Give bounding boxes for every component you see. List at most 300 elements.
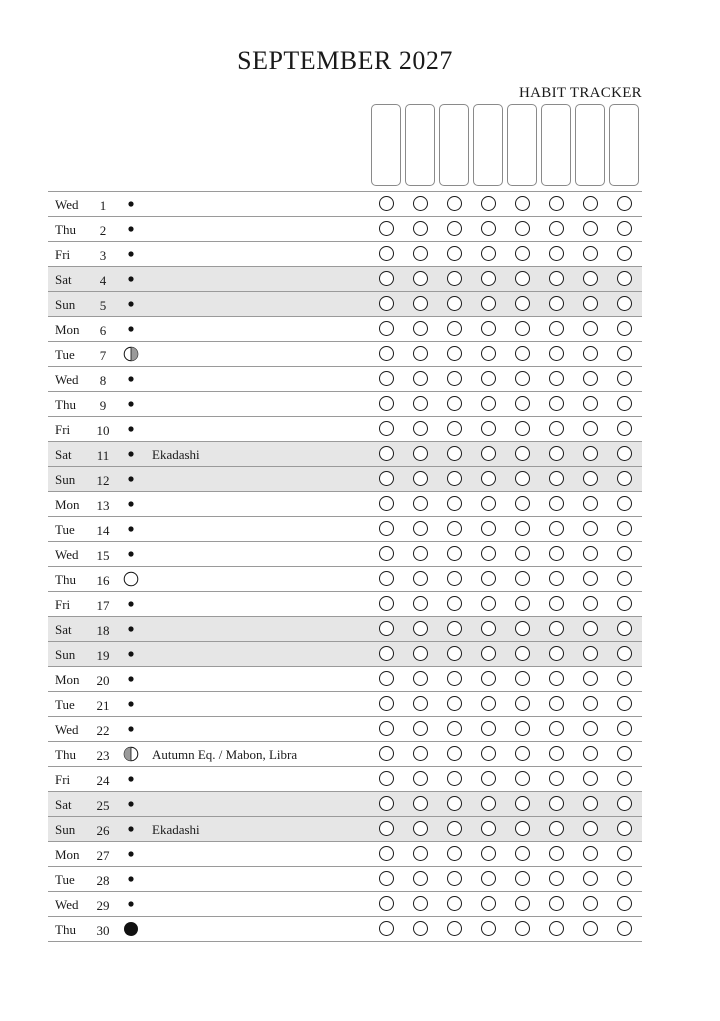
habit-checkbox[interactable] [481, 721, 496, 736]
habit-checkbox[interactable] [447, 696, 462, 711]
habit-checkbox[interactable] [379, 721, 394, 736]
habit-checkbox[interactable] [549, 871, 564, 886]
habit-checkbox[interactable] [617, 346, 632, 361]
habit-checkbox[interactable] [379, 746, 394, 761]
habit-checkbox[interactable] [481, 471, 496, 486]
habit-checkbox[interactable] [515, 596, 530, 611]
habit-checkbox[interactable] [413, 696, 428, 711]
habit-checkbox[interactable] [549, 596, 564, 611]
day-row [48, 567, 642, 592]
habit-checkbox[interactable] [515, 646, 530, 661]
habit-name-box-2[interactable] [405, 104, 435, 186]
habit-checkbox[interactable] [379, 321, 394, 336]
habit-checkbox[interactable] [583, 271, 598, 286]
habit-name-box-3[interactable] [439, 104, 469, 186]
habit-checkbox[interactable] [481, 246, 496, 261]
day-number: 27 [96, 848, 110, 863]
habit-checkbox[interactable] [617, 496, 632, 511]
habit-checkbox[interactable] [617, 546, 632, 561]
habit-checkbox[interactable] [515, 921, 530, 936]
habit-checkbox[interactable] [413, 421, 428, 436]
habit-checkbox[interactable] [549, 646, 564, 661]
moon-dot-icon [123, 396, 139, 412]
day-number: 1 [99, 198, 107, 213]
habit-checkbox[interactable] [583, 571, 598, 586]
habit-checkbox[interactable] [583, 521, 598, 536]
habit-checkbox[interactable] [515, 746, 530, 761]
habit-checkbox[interactable] [447, 821, 462, 836]
habit-checkbox[interactable] [583, 921, 598, 936]
day-of-week: Wed [55, 722, 79, 737]
habit-checkbox[interactable] [379, 896, 394, 911]
habit-checkbox[interactable] [583, 346, 598, 361]
habit-checkbox[interactable] [515, 346, 530, 361]
habit-checkbox[interactable] [413, 846, 428, 861]
habit-checkbox[interactable] [379, 921, 394, 936]
first-quarter-moon-icon [123, 346, 139, 362]
day-of-week: Mon [55, 497, 80, 512]
day-of-week: Thu [55, 397, 76, 412]
day-row [48, 867, 642, 892]
moon-dot-icon [123, 696, 139, 712]
day-row [48, 667, 642, 692]
habit-checkbox[interactable] [379, 346, 394, 361]
day-event: Ekadashi [152, 822, 200, 837]
habit-checkbox[interactable] [481, 371, 496, 386]
habit-checkbox[interactable] [447, 296, 462, 311]
habit-checkbox[interactable] [413, 896, 428, 911]
habit-checkbox[interactable] [447, 671, 462, 686]
habit-name-box-8[interactable] [609, 104, 639, 186]
habit-checkbox[interactable] [515, 896, 530, 911]
habit-checkbox[interactable] [379, 221, 394, 236]
habit-checkbox[interactable] [447, 496, 462, 511]
habit-checkbox[interactable] [515, 396, 530, 411]
habit-checkbox[interactable] [617, 521, 632, 536]
habit-checkbox[interactable] [583, 846, 598, 861]
habit-checkbox[interactable] [583, 821, 598, 836]
day-of-week: Tue [55, 522, 75, 537]
habit-checkbox[interactable] [617, 271, 632, 286]
habit-checkbox[interactable] [617, 421, 632, 436]
habit-checkbox[interactable] [515, 196, 530, 211]
habit-checkbox[interactable] [583, 221, 598, 236]
habit-checkbox[interactable] [583, 796, 598, 811]
habit-checkbox[interactable] [379, 371, 394, 386]
habit-checkbox[interactable] [481, 896, 496, 911]
habit-checkbox[interactable] [617, 671, 632, 686]
habit-checkbox[interactable] [617, 846, 632, 861]
habit-checkbox[interactable] [447, 546, 462, 561]
habit-checkbox[interactable] [447, 421, 462, 436]
habit-checkbox[interactable] [447, 221, 462, 236]
habit-checkbox[interactable] [379, 546, 394, 561]
habit-checkbox[interactable] [413, 471, 428, 486]
habit-checkbox[interactable] [413, 221, 428, 236]
habit-checkbox[interactable] [481, 921, 496, 936]
habit-checkbox[interactable] [583, 871, 598, 886]
habit-checkbox[interactable] [515, 671, 530, 686]
habit-checkbox[interactable] [413, 246, 428, 261]
habit-checkbox[interactable] [515, 421, 530, 436]
habit-checkbox[interactable] [583, 596, 598, 611]
day-number: 17 [96, 598, 110, 613]
habit-checkbox[interactable] [617, 921, 632, 936]
habit-checkbox[interactable] [617, 396, 632, 411]
habit-checkbox[interactable] [447, 396, 462, 411]
habit-checkbox[interactable] [481, 746, 496, 761]
habit-checkbox[interactable] [515, 446, 530, 461]
day-of-week: Wed [55, 197, 79, 212]
habit-checkbox[interactable] [617, 571, 632, 586]
day-of-week: Fri [55, 597, 71, 612]
habit-checkbox[interactable] [481, 321, 496, 336]
day-number: 9 [99, 398, 107, 413]
habit-checkbox[interactable] [413, 771, 428, 786]
habit-checkbox[interactable] [481, 621, 496, 636]
habit-checkbox[interactable] [447, 771, 462, 786]
day-row [48, 242, 642, 267]
habit-checkbox[interactable] [583, 421, 598, 436]
habit-checkbox[interactable] [379, 846, 394, 861]
habit-checkbox[interactable] [481, 671, 496, 686]
habit-checkbox[interactable] [617, 371, 632, 386]
day-row [48, 317, 642, 342]
day-of-week: Sun [55, 647, 76, 662]
habit-checkbox[interactable] [413, 546, 428, 561]
habit-checkbox[interactable] [379, 571, 394, 586]
day-number: 23 [96, 748, 110, 763]
day-row [48, 467, 642, 492]
habit-checkbox[interactable] [617, 596, 632, 611]
habit-checkbox[interactable] [481, 846, 496, 861]
habit-checkbox[interactable] [413, 446, 428, 461]
day-row [48, 842, 642, 867]
day-row [48, 442, 642, 467]
habit-checkbox[interactable] [549, 321, 564, 336]
habit-checkbox[interactable] [549, 746, 564, 761]
habit-checkbox[interactable] [617, 821, 632, 836]
habit-checkbox[interactable] [617, 221, 632, 236]
moon-dot-icon [123, 471, 139, 487]
habit-checkbox[interactable] [583, 196, 598, 211]
habit-checkbox[interactable] [447, 346, 462, 361]
habit-checkbox[interactable] [379, 271, 394, 286]
habit-checkbox[interactable] [583, 746, 598, 761]
habit-checkbox[interactable] [549, 821, 564, 836]
habit-name-box-4[interactable] [473, 104, 503, 186]
habit-checkbox[interactable] [549, 371, 564, 386]
habit-checkbox[interactable] [447, 371, 462, 386]
habit-checkbox[interactable] [379, 871, 394, 886]
habit-checkbox[interactable] [413, 496, 428, 511]
habit-checkbox[interactable] [515, 221, 530, 236]
habit-checkbox[interactable] [583, 896, 598, 911]
moon-dot-icon [123, 271, 139, 287]
habit-checkbox[interactable] [515, 371, 530, 386]
habit-checkbox[interactable] [379, 696, 394, 711]
habit-checkbox[interactable] [413, 596, 428, 611]
habit-name-box-7[interactable] [575, 104, 605, 186]
moon-dot-icon [123, 521, 139, 537]
habit-checkbox[interactable] [549, 846, 564, 861]
habit-checkbox[interactable] [379, 521, 394, 536]
day-number: 15 [96, 548, 110, 563]
habit-checkbox[interactable] [413, 346, 428, 361]
habit-checkbox[interactable] [447, 846, 462, 861]
habit-checkbox[interactable] [413, 321, 428, 336]
habit-checkbox[interactable] [515, 271, 530, 286]
habit-checkbox[interactable] [447, 921, 462, 936]
habit-checkbox[interactable] [447, 646, 462, 661]
habit-checkbox[interactable] [379, 771, 394, 786]
habit-checkbox[interactable] [447, 446, 462, 461]
day-of-week: Sun [55, 472, 76, 487]
habit-checkbox[interactable] [549, 246, 564, 261]
habit-checkbox[interactable] [379, 796, 394, 811]
habit-checkbox[interactable] [481, 796, 496, 811]
habit-checkbox[interactable] [549, 196, 564, 211]
day-row [48, 492, 642, 517]
habit-checkbox[interactable] [413, 571, 428, 586]
habit-checkbox[interactable] [515, 571, 530, 586]
habit-checkbox[interactable] [583, 396, 598, 411]
habit-checkbox[interactable] [515, 771, 530, 786]
habit-checkbox[interactable] [617, 771, 632, 786]
habit-checkbox[interactable] [481, 771, 496, 786]
habit-checkbox[interactable] [549, 471, 564, 486]
habit-checkbox[interactable] [379, 421, 394, 436]
habit-checkbox[interactable] [515, 496, 530, 511]
habit-checkbox[interactable] [413, 721, 428, 736]
day-row [48, 267, 642, 292]
habit-checkbox[interactable] [515, 546, 530, 561]
habit-checkbox[interactable] [583, 646, 598, 661]
habit-checkbox[interactable] [583, 471, 598, 486]
habit-checkbox[interactable] [617, 871, 632, 886]
habit-checkbox[interactable] [583, 696, 598, 711]
habit-checkbox[interactable] [447, 521, 462, 536]
habit-checkbox[interactable] [481, 446, 496, 461]
habit-checkbox[interactable] [481, 871, 496, 886]
day-of-week: Fri [55, 247, 71, 262]
habit-checkbox[interactable] [515, 696, 530, 711]
habit-checkbox[interactable] [515, 521, 530, 536]
habit-checkbox[interactable] [447, 321, 462, 336]
habit-checkbox[interactable] [379, 821, 394, 836]
habit-checkbox[interactable] [549, 396, 564, 411]
habit-checkbox[interactable] [549, 496, 564, 511]
day-of-week: Tue [55, 347, 75, 362]
habit-checkbox[interactable] [583, 446, 598, 461]
habit-checkbox[interactable] [583, 621, 598, 636]
habit-checkbox[interactable] [617, 321, 632, 336]
habit-checkbox[interactable] [413, 746, 428, 761]
habit-checkbox[interactable] [447, 596, 462, 611]
day-number: 22 [96, 723, 110, 738]
habit-checkbox[interactable] [617, 646, 632, 661]
habit-checkbox[interactable] [379, 471, 394, 486]
habit-name-box-5[interactable] [507, 104, 537, 186]
habit-checkbox[interactable] [515, 846, 530, 861]
moon-dot-icon [123, 721, 139, 737]
habit-checkbox[interactable] [583, 771, 598, 786]
habit-checkbox[interactable] [413, 396, 428, 411]
habit-name-box-1[interactable] [371, 104, 401, 186]
habit-checkbox[interactable] [549, 271, 564, 286]
habit-checkbox[interactable] [617, 621, 632, 636]
day-number: 28 [96, 873, 110, 888]
habit-checkbox[interactable] [549, 771, 564, 786]
new-moon-icon [123, 921, 139, 937]
habit-checkbox[interactable] [481, 546, 496, 561]
habit-checkbox[interactable] [379, 446, 394, 461]
day-number: 14 [96, 523, 110, 538]
habit-checkbox[interactable] [583, 671, 598, 686]
habit-checkbox[interactable] [447, 746, 462, 761]
habit-checkbox[interactable] [549, 221, 564, 236]
habit-checkbox[interactable] [583, 371, 598, 386]
habit-checkbox[interactable] [515, 721, 530, 736]
day-of-week: Sun [55, 822, 76, 837]
habit-checkbox[interactable] [549, 621, 564, 636]
habit-checkbox[interactable] [549, 921, 564, 936]
habit-checkbox[interactable] [481, 596, 496, 611]
moon-dot-icon [123, 221, 139, 237]
habit-checkbox[interactable] [515, 321, 530, 336]
habit-checkbox[interactable] [379, 671, 394, 686]
habit-checkbox[interactable] [515, 871, 530, 886]
habit-checkbox[interactable] [515, 796, 530, 811]
habit-checkbox[interactable] [617, 471, 632, 486]
day-of-week: Thu [55, 572, 76, 587]
day-of-week: Sat [55, 447, 72, 462]
habit-checkbox[interactable] [413, 671, 428, 686]
habit-checkbox[interactable] [481, 646, 496, 661]
habit-checkbox[interactable] [549, 346, 564, 361]
habit-checkbox[interactable] [481, 521, 496, 536]
habit-checkbox[interactable] [413, 871, 428, 886]
habit-checkbox[interactable] [481, 571, 496, 586]
habit-checkbox[interactable] [481, 271, 496, 286]
habit-checkbox[interactable] [447, 196, 462, 211]
habit-checkbox[interactable] [549, 721, 564, 736]
habit-checkbox[interactable] [379, 596, 394, 611]
habit-name-box-6[interactable] [541, 104, 571, 186]
habit-checkbox[interactable] [379, 396, 394, 411]
habit-checkbox[interactable] [617, 796, 632, 811]
habit-checkbox[interactable] [617, 696, 632, 711]
habit-checkbox[interactable] [515, 821, 530, 836]
day-number: 24 [96, 773, 110, 788]
habit-checkbox[interactable] [413, 521, 428, 536]
habit-checkbox[interactable] [447, 796, 462, 811]
habit-checkbox[interactable] [413, 821, 428, 836]
habit-checkbox[interactable] [481, 696, 496, 711]
habit-checkbox[interactable] [549, 446, 564, 461]
habit-checkbox[interactable] [549, 421, 564, 436]
habit-checkbox[interactable] [515, 621, 530, 636]
habit-checkbox[interactable] [549, 896, 564, 911]
habit-checkbox[interactable] [447, 621, 462, 636]
habit-checkbox[interactable] [379, 296, 394, 311]
habit-checkbox[interactable] [583, 721, 598, 736]
habit-checkbox[interactable] [583, 246, 598, 261]
habit-checkbox[interactable] [481, 296, 496, 311]
moon-dot-icon [123, 421, 139, 437]
day-number: 21 [96, 698, 110, 713]
habit-checkbox[interactable] [481, 421, 496, 436]
habit-checkbox[interactable] [413, 196, 428, 211]
habit-checkbox[interactable] [583, 321, 598, 336]
day-number: 12 [96, 473, 110, 488]
habit-checkbox[interactable] [549, 296, 564, 311]
habit-checkbox[interactable] [583, 496, 598, 511]
habit-checkbox[interactable] [447, 871, 462, 886]
habit-checkbox[interactable] [481, 346, 496, 361]
habit-checkbox[interactable] [617, 896, 632, 911]
habit-checkbox[interactable] [583, 546, 598, 561]
habit-checkbox[interactable] [379, 646, 394, 661]
habit-checkbox[interactable] [413, 921, 428, 936]
habit-checkbox[interactable] [549, 796, 564, 811]
habit-checkbox[interactable] [447, 271, 462, 286]
habit-checkbox[interactable] [379, 246, 394, 261]
habit-checkbox[interactable] [481, 821, 496, 836]
habit-checkbox[interactable] [549, 671, 564, 686]
habit-checkbox[interactable] [413, 646, 428, 661]
moon-dot-icon [123, 896, 139, 912]
habit-checkbox[interactable] [515, 471, 530, 486]
habit-checkbox[interactable] [549, 571, 564, 586]
day-table [48, 191, 642, 942]
habit-checkbox[interactable] [413, 796, 428, 811]
habit-checkbox[interactable] [413, 621, 428, 636]
habit-checkbox[interactable] [583, 296, 598, 311]
habit-checkbox[interactable] [413, 296, 428, 311]
habit-checkbox[interactable] [515, 296, 530, 311]
habit-checkbox[interactable] [481, 496, 496, 511]
habit-checkbox[interactable] [379, 196, 394, 211]
habit-checkbox[interactable] [617, 721, 632, 736]
habit-checkbox[interactable] [481, 396, 496, 411]
day-number: 10 [96, 423, 110, 438]
habit-checkbox[interactable] [549, 546, 564, 561]
habit-checkbox[interactable] [447, 896, 462, 911]
habit-checkbox[interactable] [617, 746, 632, 761]
day-row [48, 642, 642, 667]
habit-checkbox[interactable] [481, 221, 496, 236]
habit-checkbox[interactable] [549, 696, 564, 711]
habit-checkbox[interactable] [379, 621, 394, 636]
habit-checkbox[interactable] [447, 721, 462, 736]
habit-checkbox[interactable] [617, 446, 632, 461]
habit-checkbox[interactable] [447, 246, 462, 261]
habit-checkbox[interactable] [447, 571, 462, 586]
day-row [48, 542, 642, 567]
habit-checkbox[interactable] [617, 246, 632, 261]
habit-checkbox[interactable] [447, 471, 462, 486]
habit-checkbox[interactable] [617, 196, 632, 211]
day-number: 25 [96, 798, 110, 813]
habit-checkbox[interactable] [379, 496, 394, 511]
habit-checkbox[interactable] [617, 296, 632, 311]
habit-checkbox[interactable] [413, 271, 428, 286]
habit-checkbox[interactable] [481, 196, 496, 211]
habit-checkbox[interactable] [413, 371, 428, 386]
habit-checkbox[interactable] [549, 521, 564, 536]
habit-checkbox[interactable] [515, 246, 530, 261]
